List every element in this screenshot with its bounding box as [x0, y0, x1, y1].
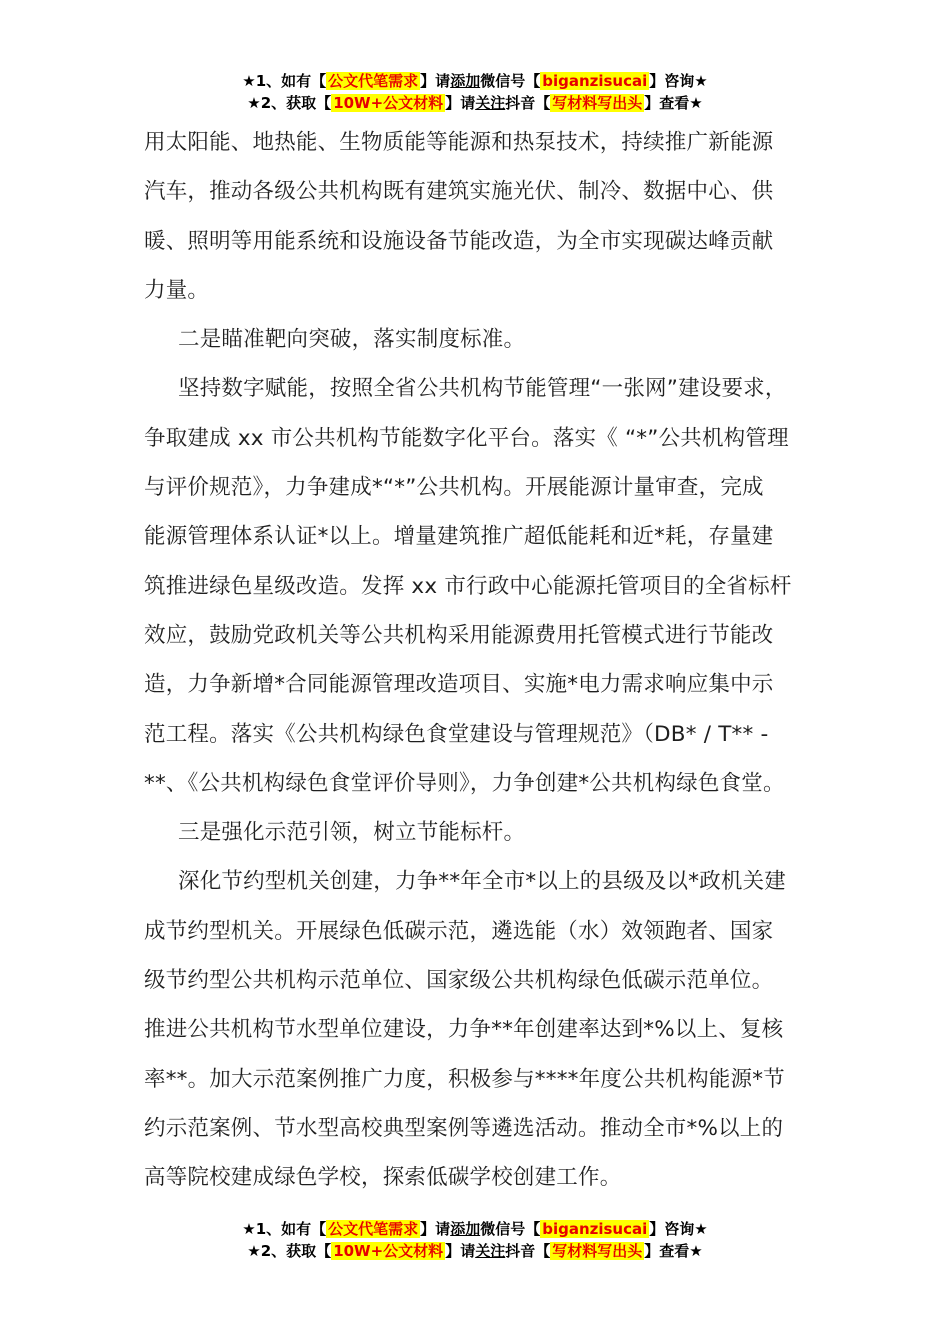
body-line: 约示范案例、节水型高校典型案例等遴选活动。推动全市*%以上的 [144, 1115, 784, 1141]
body-line: 高等院校建成绿色学校，探索低碳学校创建工作。 [144, 1165, 622, 1191]
body-line: 汽车，推动各级公共机构既有建筑实施光伏、制冷、数据中心、供 [144, 179, 774, 205]
body-line: 级节约型公共机构示范单位、国家级公共机构绿色低碳示范单位。 [144, 968, 774, 994]
banner-underlined-text: 添加 [450, 72, 481, 90]
highlight-service: 公文代笔需求 [328, 72, 419, 90]
highlight-douyin-id: 写材料写出头 [552, 94, 643, 112]
banner-line-1 [0, 1218, 950, 1240]
banner-text: 】查看★ [644, 94, 703, 112]
body-line: 暖、照明等用能系统和设施设备节能改造，为全市实现碳达峰贡献 [144, 228, 774, 254]
body-line: 率**。加大示范案例推广力度，积极参与****年度公共机构能源*节 [144, 1066, 785, 1092]
highlight-douyin-id: 写材料写出头 [552, 1242, 643, 1260]
banner-line-2 [0, 92, 950, 114]
banner-line-2 [0, 1240, 950, 1262]
banner-text: 抖音【 [505, 94, 551, 112]
banner-text: 】咨询★ [649, 72, 708, 90]
banner-text: 】请 [420, 1220, 451, 1238]
highlight-materials: 10W+公文材料 [333, 94, 444, 112]
body-line: 争取建成 xx 市公共机构节能数字化平台。落实《 “*”公共机构管理 [144, 425, 789, 451]
body-line: 筑推进绿色星级改造。发挥 xx 市行政中心能源托管项目的全省标杆 [144, 573, 792, 599]
footer-banner [0, 1218, 950, 1262]
banner-line-1 [0, 70, 950, 92]
banner-text: 】请 [420, 72, 451, 90]
body-line: 范工程。落实《公共机构绿色食堂建设与管理规范》（DB* / T** - [144, 721, 769, 747]
body-line: 造，力争新增*合同能源管理改造项目、实施*电力需求响应集中示 [144, 672, 774, 698]
document-body [144, 118, 834, 1203]
body-line: 力量。 [144, 277, 210, 303]
banner-text: ★1、如有【 [242, 1220, 327, 1238]
banner-text: 】请 [445, 94, 476, 112]
section-heading: 二是瞄准靶向突破，落实制度标准。 [178, 327, 526, 353]
banner-text: 抖音【 [505, 1242, 551, 1260]
body-line: 效应，鼓励党政机关等公共机构采用能源费用托管模式进行节能改 [144, 622, 774, 648]
body-line: 推进公共机构节水型单位建设，力争**年创建率达到*%以上、复核 [144, 1017, 784, 1043]
body-line: 与评价规范》，力争建成*“*”公共机构。开展能源计量审查，完成 [144, 475, 764, 501]
banner-underlined-text: 添加 [450, 1220, 481, 1238]
banner-text: 微信号【 [480, 72, 541, 90]
highlight-wechat-id: biganzisucai [542, 72, 648, 90]
banner-text: ★2、获取【 [247, 1242, 332, 1260]
body-line: 成节约型机关。开展绿色低碳示范，遴选能（水）效领跑者、国家 [144, 918, 774, 944]
body-line: 深化节约型机关创建，力争**年全市*以上的县级及以*政机关建 [178, 869, 787, 895]
banner-text: ★2、获取【 [247, 94, 332, 112]
banner-underlined-text: 关注 [475, 94, 506, 112]
section-heading: 三是强化示范引领，树立节能标杆。 [178, 820, 526, 846]
banner-text: ★1、如有【 [242, 72, 327, 90]
banner-text: 】请 [445, 1242, 476, 1260]
banner-underlined-text: 关注 [475, 1242, 506, 1260]
body-line: 坚持数字赋能，按照全省公共机构节能管理“一张网”建设要求， [178, 376, 787, 402]
banner-text: 】咨询★ [649, 1220, 708, 1238]
highlight-service: 公文代笔需求 [328, 1220, 419, 1238]
body-line: 能源管理体系认证*以上。增量建筑推广超低能耗和近*耗，存量建 [144, 524, 774, 550]
body-line: 用太阳能、地热能、生物质能等能源和热泵技术，持续推广新能源 [144, 130, 774, 155]
highlight-wechat-id: biganzisucai [542, 1220, 648, 1238]
highlight-materials: 10W+公文材料 [333, 1242, 444, 1260]
banner-text: 】查看★ [644, 1242, 703, 1260]
banner-text: 微信号【 [480, 1220, 541, 1238]
body-line: **、《公共机构绿色食堂评价导则》，力争创建*公共机构绿色食堂。 [144, 770, 785, 796]
header-banner [0, 70, 950, 114]
